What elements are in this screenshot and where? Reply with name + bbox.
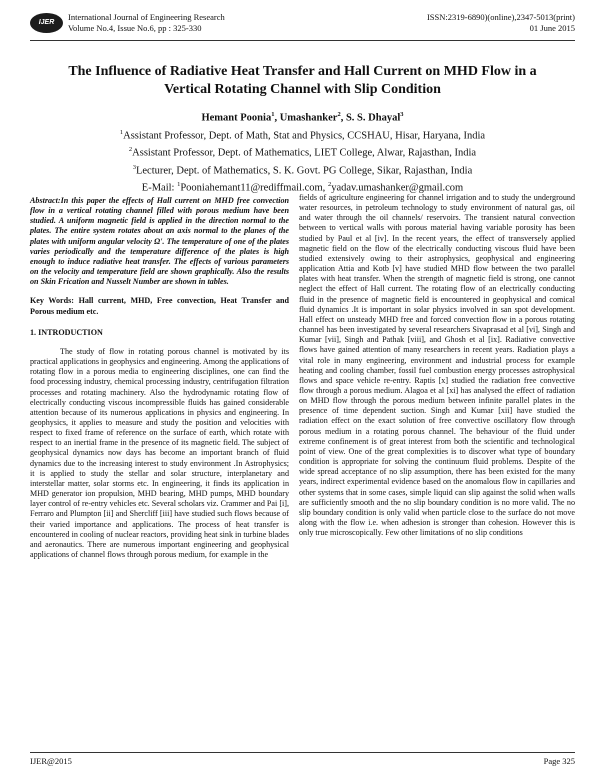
- affiliation: [25, 161, 580, 179]
- left-column: [30, 196, 289, 560]
- author-sup: 1: [271, 111, 275, 118]
- body-paragraph: fields of agriculture engineering for channel irrigation and to study the underground water resources, in petroleum technology to study environment of natural gas, oil and water through the oil channels/ reservoirs. The transient natural convection between to vertical walls with porous material having variable porosity has been studied by Paul et al [iv]. In the recent years, the effect of transversely applied magnetic field on the flow of the electrically conducting viscous fluid have been studied extensively owing to their astrophysics, geophysical and engineering application Attia and Kotb [v] have studied MHD flow between the two parallel plates with heat transfer. When the strength of magnetic field is strong, one cannot neglect the effect of Hall current. The rotating flow of an electrically conducting fluid in the presence of magnetic field is encountered in geophysical and comical fluid dynamics .It is important in solar physics involved in san spot development. Hall effect on unsteady MHD free and forced convection flow in a porous rotating channel has been investigated by several researchers Sivaprasad et al [vi], Singh and Kumar [vii], Singh and Pathak [viii], and Ghosh et al [ix]. Radiative convective flows have gained attention of many researchers in recent years. Radiation plays a vital role in many engineering, environment and industrial process for example heating and cooling chamber, fossil fuel combustion energy processes astrophysical flows and space vehicle re-entry. Raptis [x] studied the radiation free convective flow through a porous medium. Alagoa et al [xi] has analysed the effect of radiation on MHD flow through the porous medium between infinite parallel plates in the presence of time dependent suction. Singh and Kumar [xii] have studied the radiation effect on the exact solution of free convective oscillatory flow through porous medium in a rotating porous channel. The behaviour of the fluid under extreme confinement is of great interest from both the scientific and technological point of view. One of the great complexities is to discover what type of boundary condition is appropriate for solving the continuum fluid problems. Despite of the wide spread acceptance of no slip assumption, there has been existed for the many years, indirect experimental evidence based on the anomalous flow in capillaries and other systems that in some cases, simple liquid can slip against the solid when walls are sufficiently smooth and the no slip boundary condition is no more valid. The no slip boundary condition is only valid when particle close to the surface do not move along with the flow i.e. when adhesion is stronger than cohesion. However this is only true microscopically. Few other limitations of no slip conditions: [299, 193, 575, 538]
- email-1: Pooniahemant11@rediffmail.com,: [180, 182, 328, 194]
- affiliation-sup: 1: [119, 128, 124, 136]
- affiliation-text: Assistant Professor, Dept. of Mathematics, LIET College, Alwar, Rajasthan, India: [132, 147, 477, 159]
- email-sup: 1: [177, 181, 181, 188]
- intro-paragraph: The study of flow in rotating porous channel is motivated by its practical applications in geophysics and engineering. Among the applications of rotating flow in a porous media to engineering disciplines, one can find the food processing industry, chemical processing industry, centrifugation filtration processes and rotating machinery. Also the hydrodynamic rotating flow of electrically conducting viscous incompressible fluids has gained considerable attention because of its numerous applications in physics and engineering. In geophysics, it applies to measure and study the position and velocities with respect to fixed frame of reference on the surface of earth, which rotate with respect to an inertial frame in the presence of its magnetic field. The subject of geophysical dynamics now days has become an important branch of fluid dynamics due to the increasing interest to study environment .In Astrophysics; it is applied to study the stellar and solar structure, interplanetary and interstellar matter, solar storms etc. In engineering, it finds its application in MHD generator ion propulsion, MHD bearing, MHD pumps, MHD boundary layer control of re-entry vehicles etc. Several scholars viz. Crammer and Pai [i], Ferraro and Plumpton [ii] and Shercliff [iii] have studied such flows because of their varied importance and applications. The process of heat transfer is encountered in cooling of nuclear reactors, providing heat sink in turbine blades and aeronautics. There are numerous important engineering and geophysical applications of channel flows through porous medium, for example in the: [30, 346, 289, 559]
- section-heading: 1. INTRODUCTION: [30, 327, 103, 337]
- author-sup: 3: [400, 111, 404, 118]
- journal-name: International Journal of Engineering Research: [68, 12, 225, 22]
- volume-info: Volume No.4, Issue No.6, pp : 325-330: [68, 23, 202, 33]
- author-sep: ,: [274, 112, 280, 124]
- affiliation-text: Lecturer, Dept. of Mathematics, S. K. Govt. PG College, Sikar, Rajasthan, India: [135, 165, 473, 176]
- page-number: Page 325: [543, 756, 575, 766]
- paper-title: [25, 63, 580, 99]
- right-column: [299, 193, 575, 538]
- issn-info: [427, 12, 575, 34]
- email-label: E-Mail:: [141, 182, 178, 194]
- affiliation: [25, 126, 580, 144]
- email-2: yadav.umashanker@gmail.com: [331, 182, 464, 194]
- footer-divider: [30, 752, 575, 753]
- affiliation: [25, 143, 580, 161]
- author-name: Hemant Poonia: [201, 112, 272, 124]
- abstract: Abstract:In this paper the effects of Hall current on MHD free convection flow in a vertical rotating channel filled with porous medium have been studied. A uniform magnetic field is applied in the direction normal to the plates. The entire system rotates about an axis normal to the planes of the plates with uniform angular velocity Ω'. The temperature of one of the plates varies periodically and the temperature difference of the plates is high enough to induce radiative heat transfer. The effects of various parameters on the velocity and temperature field are shown graphically. Also the results on Skin Frication and Nusselt Number are shown in tables.: [30, 196, 289, 287]
- author-sup: 2: [337, 111, 341, 118]
- affiliation-sup: 2: [128, 146, 133, 153]
- journal-logo: IJER: [30, 13, 63, 33]
- author-sep: ,: [340, 112, 346, 124]
- author-block: [25, 108, 580, 196]
- issue-date: 01 June 2015: [529, 23, 575, 33]
- affiliation-text: Assistant Professor, Dept. of Math, Stat and Physics, CCSHAU, Hisar, Haryana, India: [123, 130, 486, 141]
- issn: ISSN:2319-6890)(online),2347-5013(print): [426, 12, 575, 22]
- email-sup: 2: [327, 181, 332, 188]
- author-name: Umashanker: [279, 112, 338, 124]
- author-name: S. S. Dhayal: [345, 112, 401, 124]
- title-line-1: The Influence of Radiative Heat Transfer and Hall Current on MHD Flow in a: [68, 64, 537, 79]
- title-line-2: Vertical Rotating Channel with Slip Condition: [164, 82, 441, 97]
- affiliation-sup: 3: [132, 163, 136, 171]
- author-names: [25, 108, 580, 126]
- keywords: Key Words: Hall current, MHD, Free convection, Heat Transfer and Porous medium etc.: [30, 296, 289, 316]
- footer-copyright: IJER@2015: [30, 756, 72, 766]
- header-divider: [30, 40, 575, 41]
- journal-info: [68, 12, 225, 34]
